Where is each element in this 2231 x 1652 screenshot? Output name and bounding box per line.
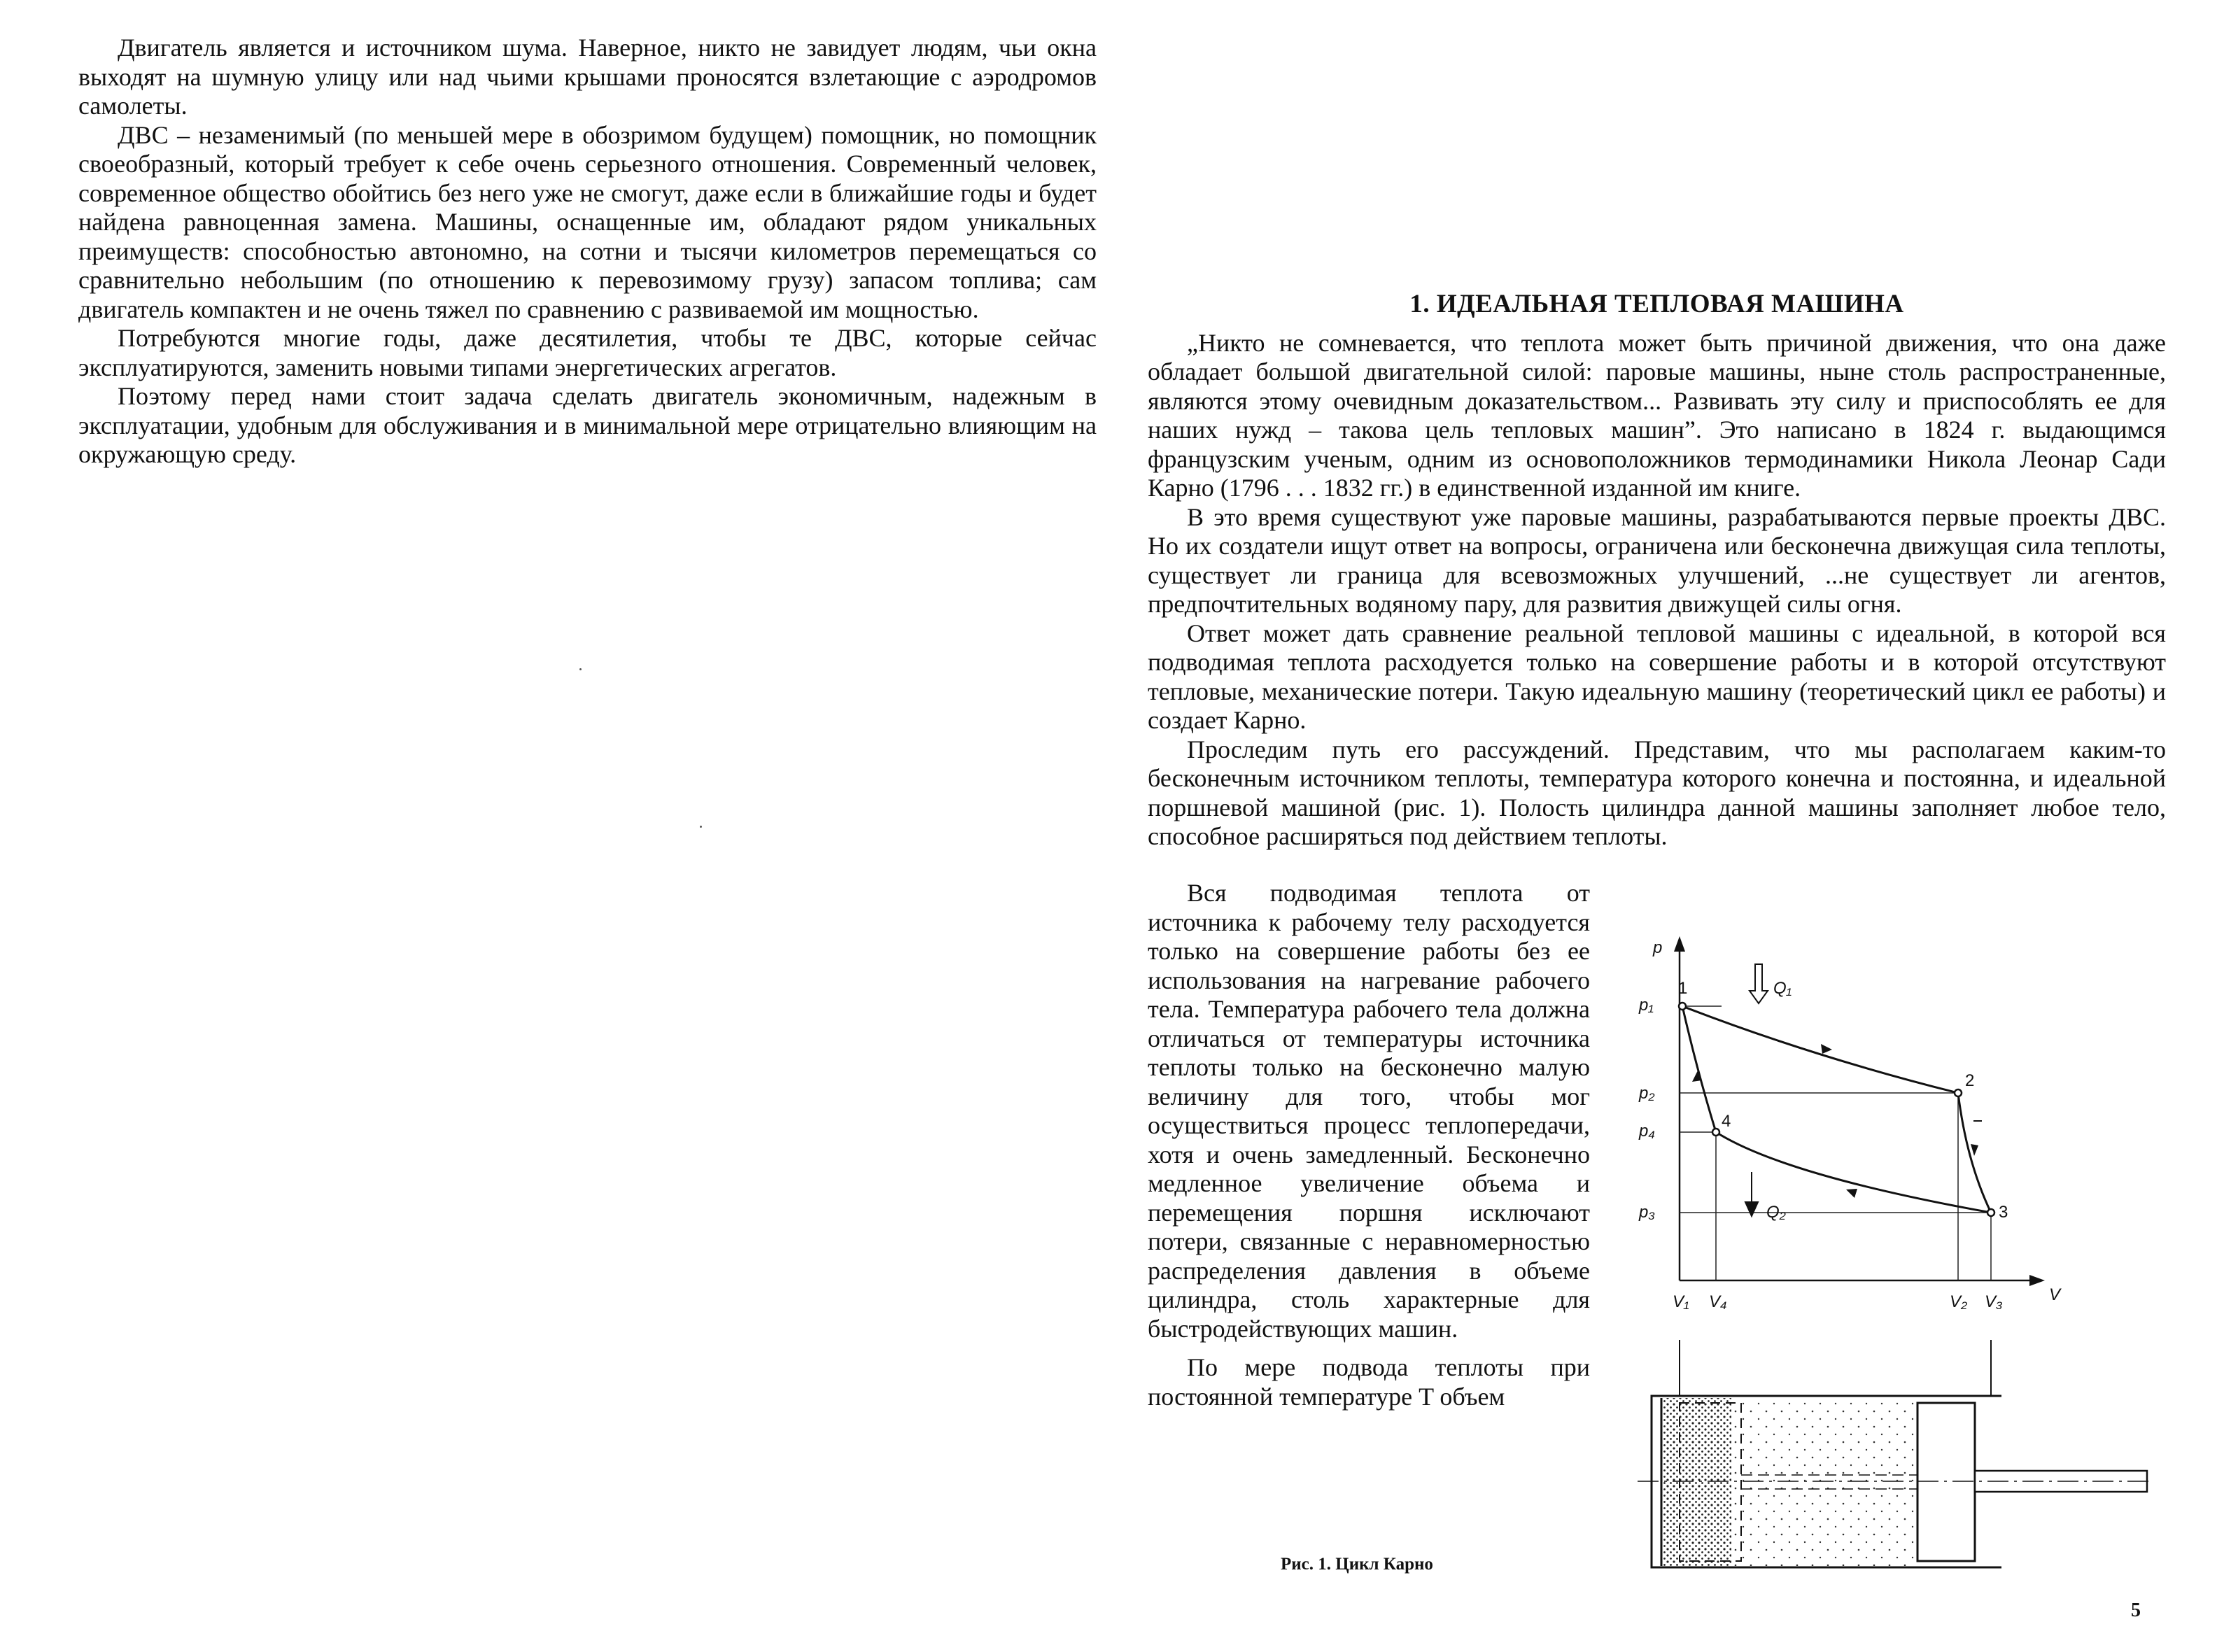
scan-speck (700, 826, 702, 828)
axis-v-label: V (2049, 1285, 2061, 1304)
right-paragraph-1: „Никто не сомневается, что теплота может быть причиной движения, что она даже обладает большой двигательной силой: паровые машины, ныне столь распространенные, являются этому очевидным доказательством... Развивать эту силу и приспособлять ее для наших нужд – такова цель тепловых машин”. Это написано в 1824 г. выдающимся французским ученым, одним из основоположников термодинамики Никола Леонар Сади Карно (1796 . . . 1832 гг.) в единственной изданной им книге. (1148, 328, 2166, 502)
left-paragraph-3: Потребуются многие годы, даже десятилетия, чтобы те ДВС, которые сейчас эксплуатируются, заменить новыми типами энергетических агрегатов. (78, 324, 1097, 381)
point-label-1: 1 (1678, 979, 1688, 998)
point-1 (1679, 1003, 1686, 1010)
point-4 (1712, 1129, 1719, 1136)
label-v4: V₄ (1709, 1292, 1727, 1311)
right-paragraph-3: Ответ может дать сравнение реальной тепловой машины с идеальной, в которой вся подводимая теплота расходуется только на совершение работы и в которой отсутствуют тепловые, механические потери. Такую идеальную машину (теоретический цикл ее работы) и создает Карно. (1148, 619, 2166, 734)
narrow-text-column (1148, 879, 1590, 1411)
axis-p-label: p (1653, 938, 1663, 957)
point-2 (1955, 1089, 1962, 1096)
label-v1: V₁ (1673, 1292, 1689, 1311)
projection-lines (1680, 1340, 1991, 1396)
section-heading: 1. ИДЕАЛЬНАЯ ТЕПЛОВАЯ МАШИНА (1409, 290, 1904, 318)
heat-output-arrow (1745, 1172, 1758, 1216)
right-paragraph-2: В это время существуют уже паровые машины, разрабатываются первые проекты ДВС. Но их создатели ищут ответ на вопросы, ограничена или бесконечна движущая сила теплоты, существует ли граница для всевозможных улучшений, ...не существует ли агентов, предпочтительных водяному пару, для развития движущей силы огня. (1148, 502, 2166, 618)
narrow-paragraph-1: Вся подводимая теплота от источника к рабочему телу расходуется только на совершение работы без ее использования на нагревание рабочего тела. Температура рабочего тела должна отличаться от температуры источника теплоты только на бесконечно малую величину для того, чтобы мог осуществиться процесс теплопередачи, хотя и очень замедленный. Бесконечно медленное увеличение объема и перемещения поршня исключают потери, связанные с неравномерностью распределения давления в объеме цилиндра, столь характерные для быстродействующих машин. (1148, 879, 1590, 1343)
right-paragraph-4: Проследим путь его рассуждений. Представим, что мы располагаем каким-то бесконечным источником теплоты, температура которого конечна и постоянна, и идеальной поршневой машиной (рис. 1). Полость цилиндра данной машины заполняет любое тело, способное расширяться под действием теплоты. (1148, 735, 2166, 850)
narrow-paragraph-2: По мере подвода теплоты при постоянной температуре T объем (1148, 1353, 1590, 1411)
page-number: 5 (2131, 1600, 2141, 1621)
adiabat-4-1 (1682, 1006, 1716, 1132)
label-q1: Q₁ (1773, 979, 1792, 998)
label-q2: Q₂ (1766, 1203, 1786, 1222)
label-v3: V₃ (1985, 1292, 2003, 1311)
left-paragraph-1: Двигатель является и источником шума. Наверное, никто не завидует людям, чьи окна выходят на шумную улицу или над чьими крышами проносятся взлетающие с аэродромов самолеты. (78, 34, 1097, 120)
guide-lines (1680, 1006, 1991, 1280)
label-p3: p₃ (1639, 1203, 1655, 1222)
isotherm-1-2 (1682, 1006, 1958, 1093)
point-label-3: 3 (1999, 1203, 2008, 1222)
left-paragraph-4: Поэтому перед нами стоит задача сделать двигатель экономичным, надежным в эксплуатации, удобным для обслуживания и в минимальной мере отрицательно влияющим на окружающую среду. (78, 382, 1097, 468)
label-p4: p₄ (1639, 1122, 1655, 1141)
point-3 (1987, 1209, 1994, 1216)
left-paragraph-2: ДВС – незаменимый (по меньшей мере в обозримом будущем) помощник, но помощник своеобразный, который требует к себе очень серьезного отношения. Современный человек, современное общество обойтись без него уже не смогут, даже если в ближайшие годы и будет найдена равноценная замена. Машины, оснащенные им, обладают рядом уникальных преимуществ: способностью автономно, на сотни и тысячи километров перемещаться со сравнительно небольшим (по отношению к перевозимому грузу) запасом топлива; сам двигатель компактен и не очень тяжел по сравнению с развиваемой им мощностью. (78, 120, 1097, 323)
point-label-2: 2 (1965, 1071, 1975, 1090)
scan-speck (579, 668, 582, 670)
pv-axes (1674, 936, 2045, 1286)
label-v2: V₂ (1950, 1292, 1968, 1311)
cycle-points (1679, 1003, 1994, 1216)
point-label-4: 4 (1722, 1112, 1731, 1131)
direction-arrows (1692, 1044, 1978, 1198)
carnot-cycle-figure (1610, 931, 2155, 1595)
carnot-cycle-curves (1682, 1006, 1991, 1213)
isotherm-3-4 (1716, 1132, 1991, 1213)
figure-caption: Рис. 1. Цикл Карно (1281, 1555, 1433, 1574)
label-p1: p₁ (1639, 996, 1654, 1015)
left-page-text (78, 34, 1097, 470)
right-page-text (1148, 290, 2166, 852)
heat-input-arrow (1750, 964, 1768, 1003)
piston-cylinder (1638, 1396, 2152, 1567)
label-p2: p₂ (1639, 1084, 1655, 1103)
